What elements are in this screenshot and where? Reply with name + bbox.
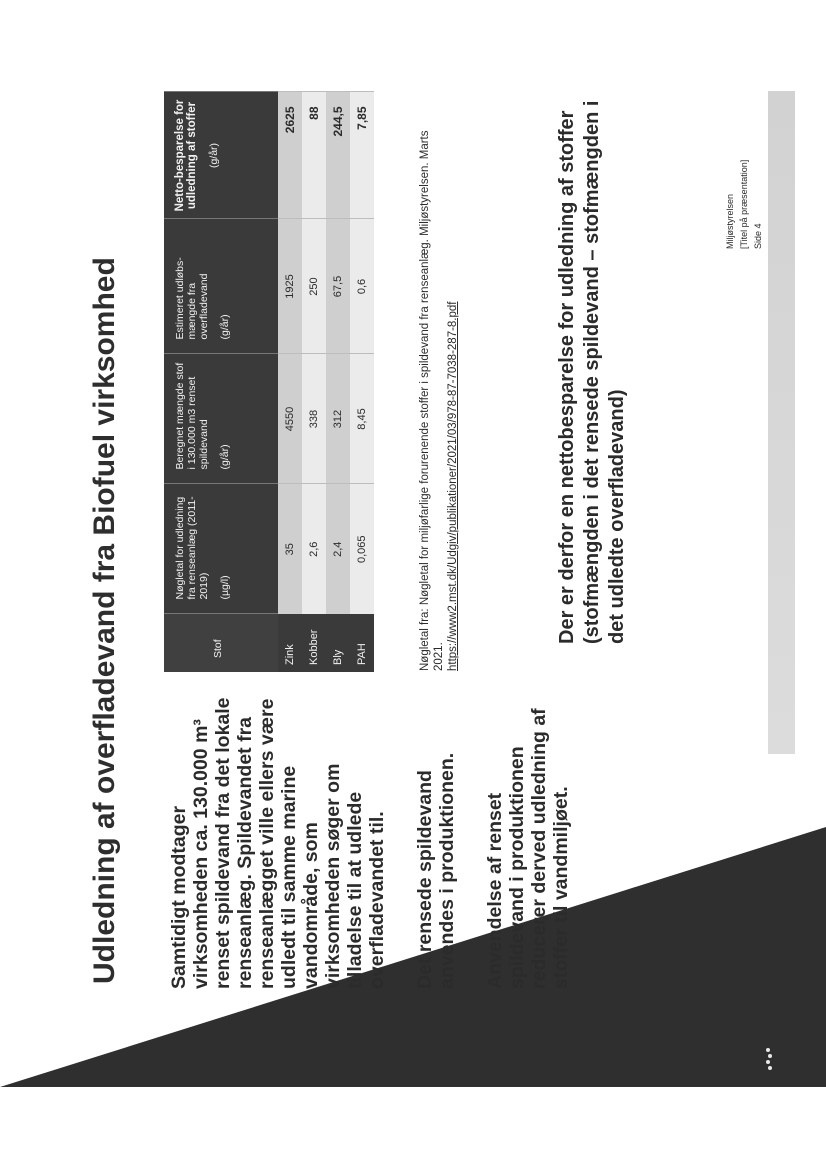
bullet-text: Samtidigt modtager virksomheden ca. 130.000 m³ renset spildevand fra det lokale renseanlæg. Spildevandet fra renseanlægget ville ellers være udledt til samme marine vandområde, som virksomheden søger om tilladelse til at udlede overfladevandet til.	[168, 697, 388, 989]
cell-stof: Bly	[326, 614, 350, 672]
source-note	[418, 111, 460, 671]
cell-noegletal: 0,065	[350, 484, 374, 614]
logo-mark-icon	[758, 1044, 778, 1074]
column-header	[164, 92, 278, 219]
footer-presentation-title: [Titel på præsentation]	[739, 159, 749, 249]
cell-stof: Kobber	[302, 614, 326, 672]
cell-netto: 88	[302, 92, 326, 219]
table-header-row	[164, 92, 278, 672]
cell-noegletal: 2,4	[326, 484, 350, 614]
cell-estimeret: 0,6	[350, 219, 374, 354]
data-table	[164, 92, 374, 673]
cell-netto: 244,5	[326, 92, 350, 219]
bullet-text: Anvendelse af renset spildevand i produktionen reducerer derved udledning af stoffer til vandmiljøet.	[484, 708, 572, 989]
source-text: Nøgletal fra: Nøgletal for miljøfarlige forurenende stoffer i spildevand fra renseanlæg. Miljøstyrelsen. Marts 2021.	[419, 130, 445, 671]
cell-beregnet: 312	[326, 354, 350, 484]
column-header	[164, 219, 278, 354]
cell-netto: 7,85	[350, 92, 374, 219]
bullet-list	[168, 689, 598, 989]
cell-noegletal: 2,6	[302, 484, 326, 614]
cell-estimeret: 67,5	[326, 219, 350, 354]
footer-org: Miljøstyrelsen	[725, 193, 735, 249]
column-header	[164, 354, 278, 484]
conclusion-text: Der er derfor en nettobesparelse for udledning af stoffer (stofmængden i det rensede spildevand – stofmængden i det udledte overfladevand)	[556, 100, 628, 644]
column-header-label: Beregnet mængde stof i 130.000 m3 renset spildevand	[174, 362, 210, 470]
gray-band-decoration	[768, 91, 795, 754]
table-row	[278, 92, 302, 672]
cell-beregnet: 8,45	[350, 354, 374, 484]
cell-estimeret: 1925	[278, 219, 302, 354]
page-title: Udledning af overfladevand fra Biofuel virksomhed	[88, 257, 121, 984]
cell-beregnet: 4550	[278, 354, 302, 484]
footer	[723, 9, 765, 249]
column-header	[164, 484, 278, 614]
table-row	[350, 92, 374, 672]
cell-stof: Zink	[278, 614, 302, 672]
column-header-label: Stof	[212, 639, 224, 658]
column-header-unit: (g/år)	[208, 142, 220, 169]
cell-estimeret: 250	[302, 219, 326, 354]
column-header-label: Estimeret udløbs-mængde fra overfladevand	[174, 257, 210, 340]
cell-noegletal: 35	[278, 484, 302, 614]
source-link[interactable]: https://www2.mst.dk/Udgiv/publikationer/2021/03/978-87-7038-287-8.pdf	[447, 301, 459, 671]
bullet-text: Det rensede spildevand anvendes i produktionen.	[414, 752, 458, 989]
footer-page-number: Side 4	[753, 223, 763, 249]
table-row	[302, 92, 326, 672]
column-header-unit: (g/år)	[219, 444, 231, 470]
cell-stof: PAH	[350, 614, 374, 672]
column-header-unit: (µg/l)	[219, 575, 231, 600]
cell-beregnet: 338	[302, 354, 326, 484]
column-header-unit: (g/år)	[219, 314, 231, 340]
column-header-label: Nøgletal for udledning fra renseanlæg (2011-2019)	[174, 496, 210, 600]
cell-netto: 2625	[278, 92, 302, 219]
column-header-label: Netto-besparelse for udledning af stoffer	[174, 99, 198, 212]
table-row	[326, 92, 350, 672]
column-header	[164, 614, 278, 672]
